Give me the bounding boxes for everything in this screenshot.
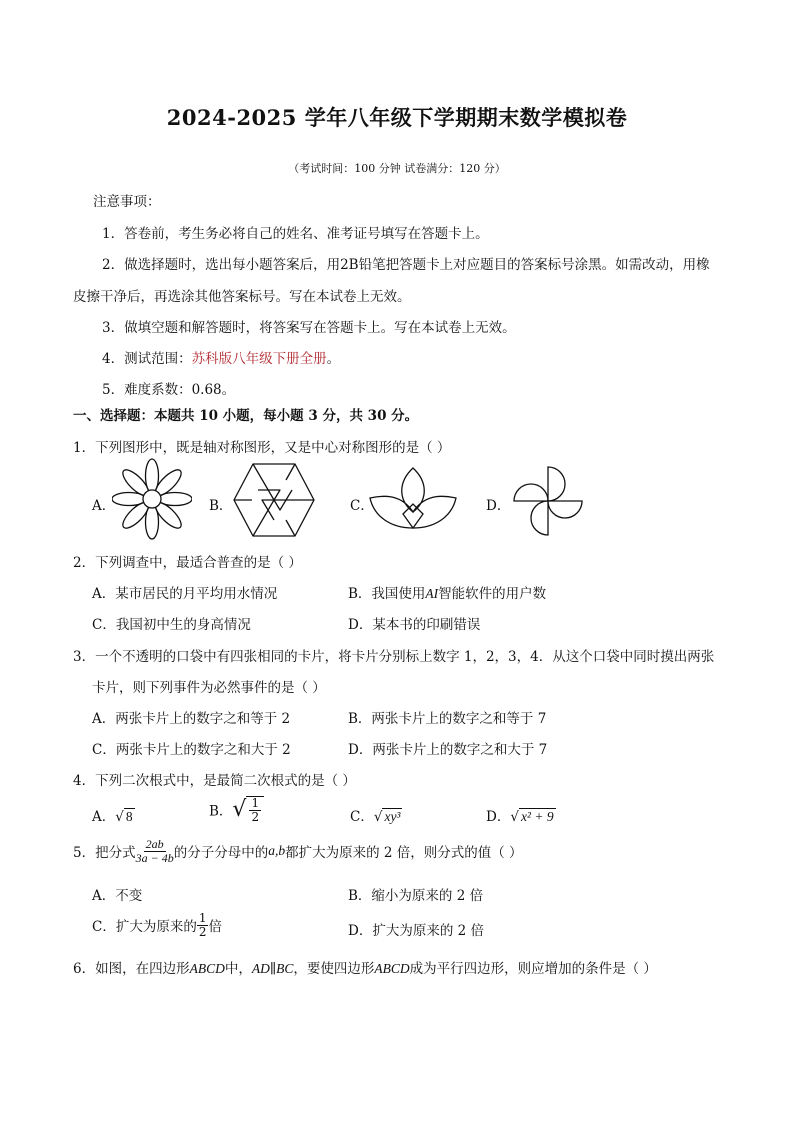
pinwheel-figure xyxy=(508,464,588,538)
q6-mid2: ，要使四边形 xyxy=(293,961,375,977)
note-4-suffix: 。 xyxy=(326,351,341,367)
note-3: 3．做填空题和解答题时，将答案写在答题卡上。写在本试卷上无效。 xyxy=(102,320,516,336)
q4-stem: 4．下列二次根式中，是最简二次根式的是（ ） xyxy=(73,773,356,789)
sqrt-sign-icon: √ xyxy=(510,809,519,825)
sqrt-sign-icon: √ xyxy=(373,809,383,825)
q4-option-c xyxy=(350,805,402,825)
q3-stem-line1: 3．一个不透明的口袋中有四张相同的卡片，将卡片分别标上数字 1，2，3，4．从这个口袋中同时摸出两张 xyxy=(73,649,715,665)
q4-option-b xyxy=(209,796,264,823)
q5-variables: a,b xyxy=(268,843,286,859)
q6-mid1: 中， xyxy=(224,961,252,977)
fraction-numerator: 2ab xyxy=(145,837,164,851)
q5-suffix: 都扩大为原来的 2 倍，则分式的值（ ） xyxy=(285,845,523,862)
fraction-numerator: 1 xyxy=(251,796,260,810)
flower-figure xyxy=(112,458,192,540)
q1-label-b: B． xyxy=(209,498,233,514)
q2-ai-term: AI xyxy=(425,586,439,601)
fraction-numerator: 1 xyxy=(198,911,207,925)
q2-option-a: A．某市居民的月平均用水情况 xyxy=(92,586,278,602)
q2-option-d: D．某本书的印刷错误 xyxy=(348,617,481,633)
q4-option-d-label: D． xyxy=(486,809,511,825)
q5-option-b: B．缩小为原来的 2 倍 xyxy=(348,888,484,904)
q1-label-d: D． xyxy=(486,498,511,514)
q4-option-b-label: B． xyxy=(209,803,233,820)
note-4-prefix: 4．测试范围： xyxy=(102,351,192,367)
fraction-denominator: 2 xyxy=(198,924,207,939)
q4-option-c-label: C． xyxy=(350,809,374,825)
q2-option-b xyxy=(348,582,546,602)
q6-stem xyxy=(73,957,657,977)
note-1: 1．答卷前，考生务必将自己的姓名、准考证号填写在答题卡上。 xyxy=(102,226,489,242)
q4-option-d-radicand: x² + 9 xyxy=(520,809,554,824)
q2-option-b-suffix: 智能软件的用户数 xyxy=(438,586,547,602)
q5-prefix: 5．把分式 xyxy=(73,845,136,862)
q5-fraction xyxy=(136,838,174,864)
lotus-figure xyxy=(368,466,458,532)
q3-option-b: B．两张卡片上的数字之和等于 7 xyxy=(348,711,547,727)
q5-option-c-suffix: 倍 xyxy=(208,919,222,936)
note-2-line1: 2．做选择题时，选出每小题答案后，用2B铅笔把答题卡上对应题目的答案标号涂黑。如需改动，用橡 xyxy=(102,257,710,273)
q5-option-c-prefix: C．扩大为原来的 xyxy=(92,919,197,936)
note-5: 5．难度系数：0.68。 xyxy=(102,382,236,398)
q3-option-a: A．两张卡片上的数字之和等于 2 xyxy=(92,711,291,727)
q2-option-c: C．我国初中生的身高情况 xyxy=(92,617,251,633)
q6-quad-name: ABCD xyxy=(189,961,225,976)
q5-stem xyxy=(73,838,523,864)
q6-condition: AD∥BC xyxy=(251,961,294,976)
notes-heading: 注意事项： xyxy=(93,194,161,210)
page-title: 2024-2025 学年八年级下学期期末数学模拟卷 xyxy=(166,105,628,130)
q5-option-a: A．不变 xyxy=(92,888,143,904)
note-2-line2: 皮擦干净后，再选涂其他答案标号。写在本试卷上无效。 xyxy=(73,289,411,305)
q2-option-b-prefix: B．我国使用 xyxy=(348,586,426,602)
q5-mid: 的分子分母中的 xyxy=(173,845,269,862)
q4-option-d xyxy=(486,805,556,825)
sqrt-sign-icon: √ xyxy=(115,809,124,825)
q3-option-c: C．两张卡片上的数字之和大于 2 xyxy=(92,742,291,758)
fraction-denominator: 2 xyxy=(251,809,260,824)
q1-stem: 1．下列图形中，既是轴对称图形，又是中心对称图形的是（ ） xyxy=(73,440,451,456)
note-4 xyxy=(102,347,340,367)
q3-option-d: D．两张卡片上的数字之和大于 7 xyxy=(348,742,548,758)
q5-option-d: D．扩大为原来的 2 倍 xyxy=(348,923,484,939)
recycle-hexagon-figure xyxy=(232,462,316,538)
q2-stem: 2．下列调查中，最适合普查的是（ ） xyxy=(73,555,302,571)
q6-prefix: 6．如图，在四边形 xyxy=(73,961,190,977)
q5-option-c-fraction xyxy=(197,912,209,938)
section-heading: 一、选择题：本题共 10 小题，每小题 3 分，共 30 分。 xyxy=(73,408,419,424)
fraction-denominator: 3a − 4b xyxy=(135,850,174,865)
q5-option-c xyxy=(92,912,222,938)
test-scope: 苏科版八年级下册全册 xyxy=(191,351,327,367)
sqrt-sign-icon: √ xyxy=(232,797,247,823)
q4-option-a-label: A． xyxy=(92,809,116,825)
q4-option-a xyxy=(92,805,135,825)
q6-suffix: 成为平行四边形，则应增加的条件是（ ） xyxy=(409,961,657,977)
q4-option-c-radicand: xy³ xyxy=(384,809,401,824)
q4-option-a-radicand: 8 xyxy=(125,809,133,824)
q6-quad-name-2: ABCD xyxy=(374,961,410,976)
q3-stem-line2: 卡片，则下列事件为必然事件的是（ ） xyxy=(92,680,326,696)
q1-label-c: C． xyxy=(350,498,374,514)
q4-option-b-fraction xyxy=(246,796,264,823)
q1-label-a: A． xyxy=(92,498,116,514)
exam-info: （考试时间：100 分钟 试卷满分：120 分） xyxy=(288,162,506,175)
